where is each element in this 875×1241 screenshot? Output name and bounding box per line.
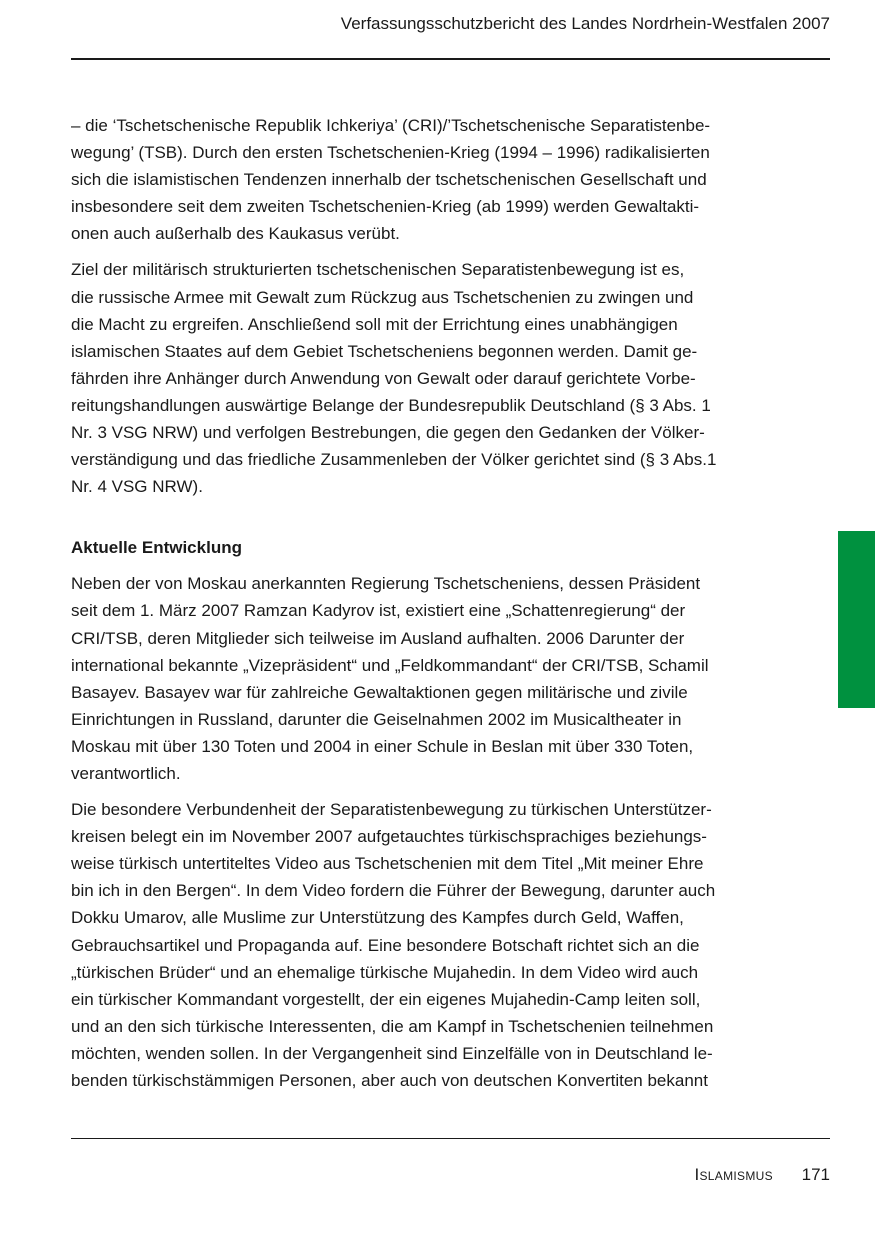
text-line: Dokku Umarov, alle Muslime zur Unterstützung des Kampfes durch Geld, Waffen, (71, 908, 684, 928)
text-line: Nr. 4 VSG NRW). (71, 477, 203, 497)
text-line: seit dem 1. März 2007 Ramzan Kadyrov ist, existiert eine „Schattenregierung“ der (71, 601, 686, 621)
text-line: verantwortlich. (71, 763, 181, 783)
text-line: wegung’ (TSB). Durch den ersten Tschetschenien-Krieg (1994 – 1996) radikalisierten (71, 143, 710, 163)
text-line: die russische Armee mit Gewalt zum Rückzug aus Tschetschenien zu zwingen und (71, 287, 694, 307)
paragraph-3 (71, 570, 791, 787)
paragraph-2 (71, 256, 791, 500)
text-line: möchten, wenden sollen. In der Vergangenheit sind Einzelfälle von in Deutschland le- (71, 1043, 713, 1063)
text-line: reitungshandlungen auswärtige Belange der Bundesrepublik Deutschland (§ 3 Abs. 1 (71, 395, 711, 415)
header-divider (71, 58, 830, 60)
text-line: Die besondere Verbundenheit der Separatistenbewegung zu türkischen Unterstützer- (71, 800, 712, 820)
text-line: Ziel der militärisch strukturierten tschetschenischen Separatistenbewegung ist es, (71, 260, 685, 280)
text-line: Gebrauchsartikel und Propaganda auf. Eine besondere Botschaft richtet sich an die (71, 935, 700, 955)
text-line: „türkischen Brüder“ und an ehemalige türkische Mujahedin. In dem Video wird auch (71, 962, 699, 982)
paragraph-4 (71, 796, 791, 1094)
section-spacer (71, 509, 791, 534)
page-number: 171 (801, 1165, 830, 1184)
text-line: fährden ihre Anhänger durch Anwendung von Gewalt oder darauf gerichtete Vorbe- (71, 368, 696, 388)
text-line: bin ich in den Bergen“. In dem Video fordern die Führer der Bewegung, darunter auch (71, 881, 716, 901)
page-body (71, 112, 791, 1103)
text-line: kreisen belegt ein im November 2007 aufgetauchtes türkischsprachiges beziehungs- (71, 827, 707, 847)
footer-section-name: Islamismus (694, 1165, 773, 1184)
text-line: ein türkischer Kommandant vorgestellt, der ein eigenes Mujahedin-Camp leiten soll, (71, 989, 701, 1009)
page-footer (694, 1163, 830, 1187)
text-line: und an den sich türkische Interessenten, die am Kampf in Tschetschenien teilnehmen (71, 1016, 714, 1036)
chapter-marker-tab (838, 531, 875, 708)
text-line: CRI/TSB, deren Mitglieder sich teilweise im Ausland aufhalten. 2006 Darunter der (71, 628, 685, 648)
text-line: weise türkisch untertiteltes Video aus Tschetschenien mit dem Titel „Mit meiner Ehre (71, 854, 704, 874)
text-line: insbesondere seit dem zweiten Tschetschenien-Krieg (ab 1999) werden Gewaltakti- (71, 197, 700, 217)
text-line: onen auch außerhalb des Kaukasus verübt. (71, 224, 400, 244)
running-header-title: Verfassungsschutzbericht des Landes Nordrhein-Westfalen 2007 (340, 14, 830, 33)
text-line: Moskau mit über 130 Toten und 2004 in einer Schule in Beslan mit über 330 Toten, (71, 736, 694, 756)
footer-divider (71, 1138, 830, 1139)
text-line: benden türkischstämmigen Personen, aber auch von deutschen Konvertiten bekannt (71, 1071, 708, 1090)
text-line: Einrichtungen in Russland, darunter die Geiselnahmen 2002 im Musicaltheater in (71, 709, 682, 729)
text-line: Neben der von Moskau anerkannten Regierung Tschetscheniens, dessen Präsident (71, 574, 701, 594)
section-heading: Aktuelle Entwicklung (71, 538, 242, 558)
text-line: islamischen Staates auf dem Gebiet Tschetscheniens begonnen werden. Damit ge- (71, 341, 698, 361)
text-line: verständigung und das friedliche Zusammenleben der Völker gerichtet sind (§ 3 Abs.1 (71, 450, 717, 470)
text-line: Nr. 3 VSG NRW) und verfolgen Bestrebungen, die gegen den Gedanken der Völker- (71, 423, 705, 443)
text-line: international bekannte „Vizepräsident“ und „Feldkommandant“ der CRI/TSB, Schamil (71, 655, 709, 675)
text-line: – die ‘Tschetschenische Republik Ichkeriya’ (CRI)/’Tschetschenische Separatistenbe- (71, 116, 711, 135)
text-line: Basayev. Basayev war für zahlreiche Gewaltaktionen gegen militärische und zivile (71, 682, 688, 702)
text-line: sich die islamistischen Tendenzen innerhalb der tschetschenischen Gesellschaft und (71, 170, 707, 190)
text-line: die Macht zu ergreifen. Anschließend soll mit der Errichtung eines unabhängigen (71, 314, 678, 334)
paragraph-1 (71, 112, 791, 247)
